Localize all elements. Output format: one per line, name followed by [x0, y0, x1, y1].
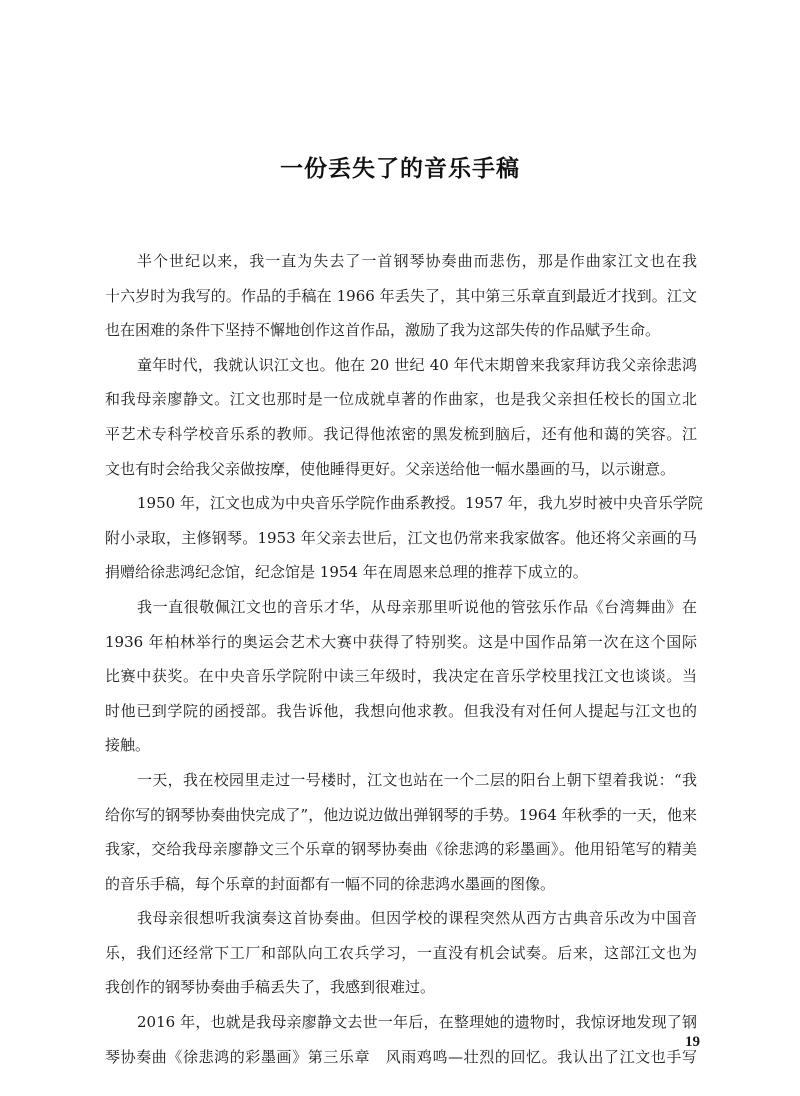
text-line: 我母亲很想听我演奏这首协奏曲。但因学校的课程突然从西方古典音乐改为中国音	[137, 909, 697, 928]
text-line: 十六岁时为我写的。作品的手稿在 1966 年丢失了，其中第三乐章直到最近才找到。江文	[105, 286, 697, 305]
text-line: 平艺术专科学校音乐系的教师。我记得他浓密的黑发梳到脑后，还有他和蔼的笑容。江	[105, 424, 697, 443]
text-line: 接触。	[105, 736, 151, 755]
text-line: 半个世纪以来，我一直为失去了一首钢琴协奏曲而悲伤，那是作曲家江文也在我	[137, 252, 697, 270]
text-line: 和我母亲廖静文。江文也那时是一位成就卓著的作曲家，也是我父亲担任校长的国立北	[105, 390, 697, 409]
text-line: 我家，交给我母亲廖静文三个乐章的钢琴协奏曲《徐悲鸿的彩墨画》。他用铅笔写的精美	[105, 840, 697, 859]
text-line: 文也有时会给我父亲做按摩，使他睡得更好。父亲送给他一幅水墨画的马，以示谢意。	[105, 459, 676, 478]
text-line: 给你写的钢琴协奏曲快完成了”，他边说边做出弹钢琴的手势。1964 年秋季的一天，他来	[105, 805, 697, 824]
text-line: 2016 年，也就是我母亲廖静文去世一年后，在整理她的遗物时，我惊讶地发现了钢	[137, 1013, 697, 1032]
chapter-title: 一份丢失了的音乐手稿	[280, 156, 520, 182]
text-line: 琴协奏曲《徐悲鸿的彩墨画》第三乐章 风雨鸡鸣—壮烈的回忆。我认出了江文也手写	[105, 1047, 697, 1066]
text-line: 附小录取，主修钢琴。1953 年父亲去世后，江文也仍常来我家做客。他还将父亲画的马	[105, 528, 697, 547]
text-line: 比赛中获奖。在中央音乐学院附中读三年级时，我决定在音乐学校里找江文也谈谈。当	[105, 667, 697, 686]
text-line: 一天，我在校园里走过一号楼时，江文也站在一个二层的阳台上朝下望着我说：“我	[137, 770, 697, 789]
text-line: 我创作的钢琴协奏曲手稿丢失了，我感到很难过。	[105, 978, 436, 997]
text-line: 时他已到学院的函授部。我告诉他，我想向他求教。但我没有对任何人提起与江文也的	[105, 701, 697, 720]
text-line: 捐赠给徐悲鸿纪念馆，纪念馆是 1954 年在周恩来总理的推荐下成立的。	[105, 563, 588, 582]
text-line: 1936 年柏林举行的奥运会艺术大赛中获得了特别奖。这是中国作品第一次在这个国际	[105, 632, 697, 651]
text-line: 的音乐手稿，每个乐章的封面都有一幅不同的徐悲鸿水墨画的图像。	[105, 874, 556, 893]
body-text	[105, 244, 703, 1074]
text-line: 童年时代，我就认识江文也。他在 20 世纪 40 年代末期曾来我家拜访我父亲徐悲鸿	[137, 355, 697, 374]
text-line: 乐，我们还经常下工厂和部队向工农兵学习，一直没有机会试奏。后来，这部江文也为	[105, 943, 697, 962]
text-line: 我一直很敬佩江文也的音乐才华，从母亲那里听说他的管弦乐作品《台湾舞曲》在	[137, 597, 697, 616]
text-line: 也在困难的条件下坚持不懈地创作这首作品，激励了我为这部失传的作品赋予生命。	[105, 321, 661, 340]
page-number: 19	[685, 1034, 700, 1050]
text-line: 1950 年，江文也成为中央音乐学院作曲系教授。1957 年，我九岁时被中央音乐学院	[137, 494, 703, 513]
